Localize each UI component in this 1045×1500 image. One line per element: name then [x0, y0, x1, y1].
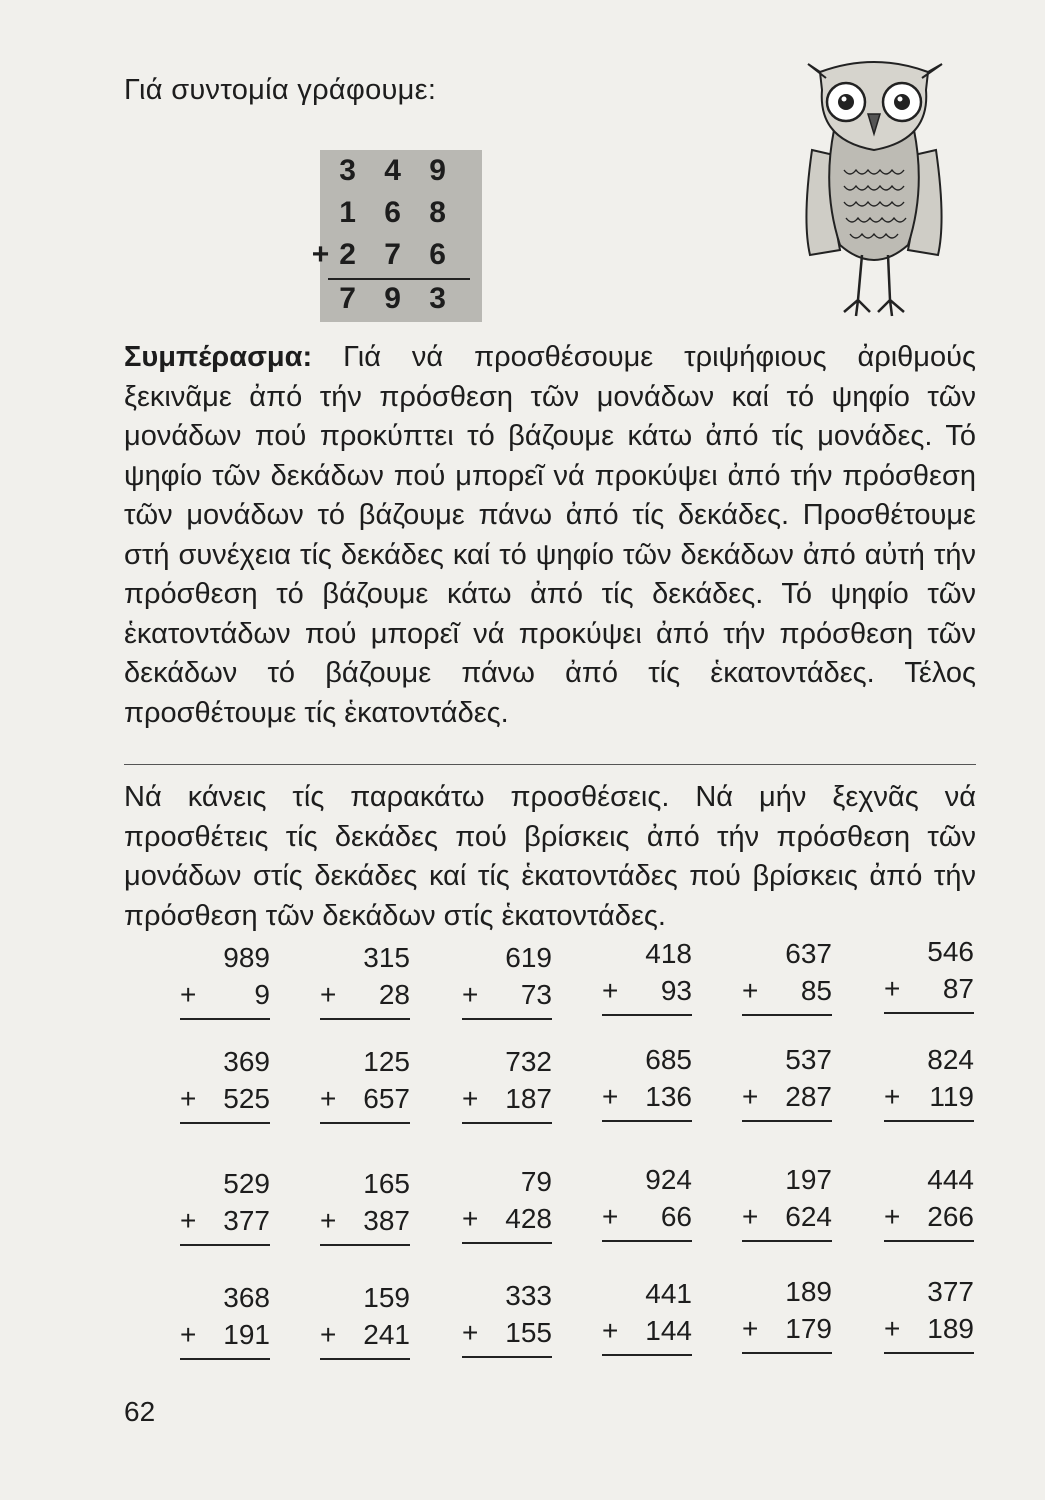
addend-top: 368	[223, 1282, 270, 1313]
addend-bottom: 377	[223, 1205, 270, 1236]
exercise-problem	[320, 1280, 410, 1354]
addend-top: 444	[927, 1164, 974, 1195]
sum-line	[884, 1352, 974, 1354]
addend-bottom: 189	[927, 1313, 974, 1344]
sum-line	[884, 1012, 974, 1014]
plus-sign: +	[462, 1317, 479, 1348]
sum-line	[602, 1354, 692, 1356]
exercise-problem	[602, 936, 692, 1010]
addend-top: 546	[927, 936, 974, 967]
example-row-1: 3 4 9	[339, 154, 456, 187]
addend-bottom-row	[884, 1310, 974, 1348]
addend-top: 989	[223, 942, 270, 973]
addend-bottom-row	[180, 1202, 270, 1240]
addend-bottom: 525	[223, 1083, 270, 1114]
addend-top: 377	[927, 1276, 974, 1307]
addend-bottom-row	[180, 1080, 270, 1118]
sum-line	[602, 1014, 692, 1016]
exercise-problem	[884, 1162, 974, 1236]
plus-sign: +	[884, 1313, 901, 1344]
exercise-problem	[320, 1166, 410, 1240]
plus-sign: +	[462, 1083, 479, 1114]
plus-sign: +	[884, 1201, 901, 1232]
exercise-problem	[180, 1044, 270, 1118]
addend-top: 159	[363, 1282, 410, 1313]
addend-top: 685	[645, 1044, 692, 1075]
sum-line	[742, 1014, 832, 1016]
addend-top: 619	[505, 942, 552, 973]
plus-sign: +	[320, 1319, 337, 1350]
addend-top: 637	[785, 938, 832, 969]
plus-sign: +	[602, 1201, 619, 1232]
addend-bottom-row	[320, 976, 410, 1014]
exercise-problem	[180, 940, 270, 1014]
exercise-problem	[320, 940, 410, 1014]
sum-line	[180, 1244, 270, 1246]
addend-bottom-row	[602, 1312, 692, 1350]
addend-bottom-row	[180, 976, 270, 1014]
addend-top: 333	[505, 1280, 552, 1311]
plus-sign: +	[320, 979, 337, 1010]
sum-line	[462, 1018, 552, 1020]
addend-bottom: 287	[785, 1081, 832, 1112]
addend-bottom-row	[462, 1314, 552, 1352]
addend-bottom: 428	[505, 1203, 552, 1234]
addend-bottom: 28	[378, 979, 410, 1010]
example-row-2: 1 6 8	[339, 196, 456, 229]
sum-line	[742, 1120, 832, 1122]
addend-bottom-row	[180, 1316, 270, 1354]
exercise-instruction: Νά κάνεις τίς παρακάτω προσθέσεις. Νά μήν ξεχνᾶς νά προσθέτεις τίς δεκάδες πού βρίσκεις ἀπό τήν πρόσθεση τῶν μονάδων στίς δεκάδες καί τίς ἑκατοντάδες πού βρίσκεις ἀπό τήν πρόσθεση τῶν δεκάδων στίς ἑκατοντάδες.	[124, 781, 976, 932]
sum-line	[320, 1244, 410, 1246]
exercise-problem	[884, 1042, 974, 1116]
addend-bottom-row	[320, 1080, 410, 1118]
addend-top: 924	[645, 1164, 692, 1195]
exercise-problem	[320, 1044, 410, 1118]
sum-line	[884, 1240, 974, 1242]
plus-sign: +	[180, 1205, 197, 1236]
plus-sign: +	[742, 1081, 759, 1112]
addend-top: 824	[927, 1044, 974, 1075]
addend-bottom: 155	[505, 1317, 552, 1348]
plus-sign: +	[320, 1083, 337, 1114]
section-divider	[124, 764, 976, 765]
addend-bottom-row	[462, 1080, 552, 1118]
addend-bottom: 187	[505, 1083, 552, 1114]
addend-bottom-row	[320, 1316, 410, 1354]
plus-sign: +	[180, 1083, 197, 1114]
addend-bottom-row	[602, 972, 692, 1010]
conclusion-paragraph	[124, 338, 976, 733]
exercise-problem	[742, 1162, 832, 1236]
conclusion-lead: Συμπέρασμα:	[124, 341, 313, 373]
exercise-problem	[462, 1164, 552, 1238]
plus-sign: +	[180, 979, 197, 1010]
exercise-problem	[742, 936, 832, 1010]
plus-sign: +	[602, 1315, 619, 1346]
addend-bottom: 266	[927, 1201, 974, 1232]
addend-bottom-row	[742, 1198, 832, 1236]
plus-sign: +	[462, 979, 479, 1010]
addend-bottom-row	[742, 1310, 832, 1348]
addend-bottom: 9	[254, 979, 270, 1010]
exercise-problem	[462, 1278, 552, 1352]
plus-sign: +	[320, 1205, 337, 1236]
exercise-problem	[742, 1274, 832, 1348]
sum-line	[462, 1356, 552, 1358]
plus-sign: +	[742, 975, 759, 1006]
addend-bottom: 66	[660, 1201, 692, 1232]
plus-sign: +	[602, 1081, 619, 1112]
addend-top: 197	[785, 1164, 832, 1195]
exercise-problem	[602, 1162, 692, 1236]
exercise-problem	[602, 1276, 692, 1350]
exercise-problem	[742, 1042, 832, 1116]
addend-top: 125	[363, 1046, 410, 1077]
sum-line	[180, 1358, 270, 1360]
addend-bottom: 241	[363, 1319, 410, 1350]
addend-bottom: 136	[645, 1081, 692, 1112]
sum-line	[602, 1240, 692, 1242]
addend-bottom-row	[462, 976, 552, 1014]
sum-line	[602, 1120, 692, 1122]
sum-line	[320, 1018, 410, 1020]
addend-bottom-row	[742, 972, 832, 1010]
plus-sign: +	[462, 1203, 479, 1234]
sum-line	[462, 1122, 552, 1124]
sum-line	[742, 1240, 832, 1242]
exercise-problem	[884, 934, 974, 1008]
plus-sign: +	[742, 1201, 759, 1232]
addend-top: 79	[520, 1166, 552, 1197]
addend-bottom: 93	[660, 975, 692, 1006]
sum-line	[180, 1018, 270, 1020]
addend-bottom: 624	[785, 1201, 832, 1232]
conclusion-text: Γιά νά προσθέσουμε τριψήφιους ἀριθμούς ξεκινᾶμε ἀπό τήν πρόσθεση τῶν μονάδων καί τό ψηφίο τῶν μονάδων πού προκύπτει τό βάζουμε κάτω ἀπό τίς μονάδες. Τό ψηφίο τῶν δεκάδων πού μπορεῖ νά προκύψει ἀπό τήν πρόσθεση τῶν μονάδων τό βάζουμε πάνω ἀπό τίς δεκάδες. Προσθέτουμε στή συνέχεια τίς δεκάδες καί τό ψηφίο τῶν δεκάδων ἀπό αὐτή τήν πρόσθεση τό βάζουμε κάτω ἀπό τίς δεκάδες. Τό ψηφίο τῶν ἑκατοντάδων πού μπορεῖ νά προκύψει ἀπό τήν πρόσθεση τῶν δεκάδων τό βάζουμε πάνω ἀπό τίς ἑκατοντάδες. Τέλος προσθέτουμε τίς ἑκατοντάδες.	[124, 341, 976, 729]
plus-sign: +	[884, 1081, 901, 1112]
addend-bottom-row	[884, 1198, 974, 1236]
addend-top: 315	[363, 942, 410, 973]
example-result: 7 9 3	[339, 282, 456, 315]
addend-bottom-row	[462, 1200, 552, 1238]
exercise-problem	[180, 1166, 270, 1240]
addend-top: 529	[223, 1168, 270, 1199]
sum-line	[462, 1242, 552, 1244]
addend-bottom-row	[320, 1202, 410, 1240]
addend-bottom: 191	[223, 1319, 270, 1350]
addend-bottom-row	[742, 1078, 832, 1116]
addend-bottom-row	[884, 1078, 974, 1116]
addend-top: 441	[645, 1278, 692, 1309]
addend-bottom-row	[602, 1078, 692, 1116]
addend-bottom: 119	[929, 1081, 974, 1112]
sum-line	[320, 1122, 410, 1124]
addend-top: 369	[223, 1046, 270, 1077]
addend-bottom: 144	[645, 1315, 692, 1346]
sum-line	[180, 1122, 270, 1124]
addend-bottom: 657	[363, 1083, 410, 1114]
addend-top: 418	[645, 938, 692, 969]
example-addition-box	[311, 150, 482, 322]
addend-bottom-row	[884, 970, 974, 1008]
addend-top: 189	[785, 1276, 832, 1307]
plus-sign: +	[742, 1313, 759, 1344]
intro-text: Γιά συντομία γράφουμε:	[124, 74, 437, 106]
sum-line	[884, 1120, 974, 1122]
addend-top: 537	[785, 1044, 832, 1075]
addend-bottom: 179	[785, 1313, 832, 1344]
addend-top: 165	[363, 1168, 410, 1199]
addend-bottom: 85	[800, 975, 832, 1006]
owl-illustration	[800, 50, 948, 318]
plus-sign: +	[180, 1319, 197, 1350]
addend-bottom: 73	[520, 979, 552, 1010]
addend-bottom: 387	[363, 1205, 410, 1236]
sum-line	[320, 1358, 410, 1360]
example-sum-line	[328, 278, 470, 280]
exercise-problem	[884, 1274, 974, 1348]
exercise-problem	[602, 1042, 692, 1116]
plus-sign: +	[602, 975, 619, 1006]
exercise-problem	[462, 940, 552, 1014]
addend-bottom-row	[602, 1198, 692, 1236]
exercise-problem	[462, 1044, 552, 1118]
example-row-3: +2 7 6	[311, 238, 456, 271]
sum-line	[742, 1352, 832, 1354]
plus-sign: +	[884, 973, 901, 1004]
exercise-problem	[180, 1280, 270, 1354]
page-number: 62	[124, 1396, 156, 1427]
addend-bottom: 87	[942, 973, 974, 1004]
addend-top: 732	[505, 1046, 552, 1077]
